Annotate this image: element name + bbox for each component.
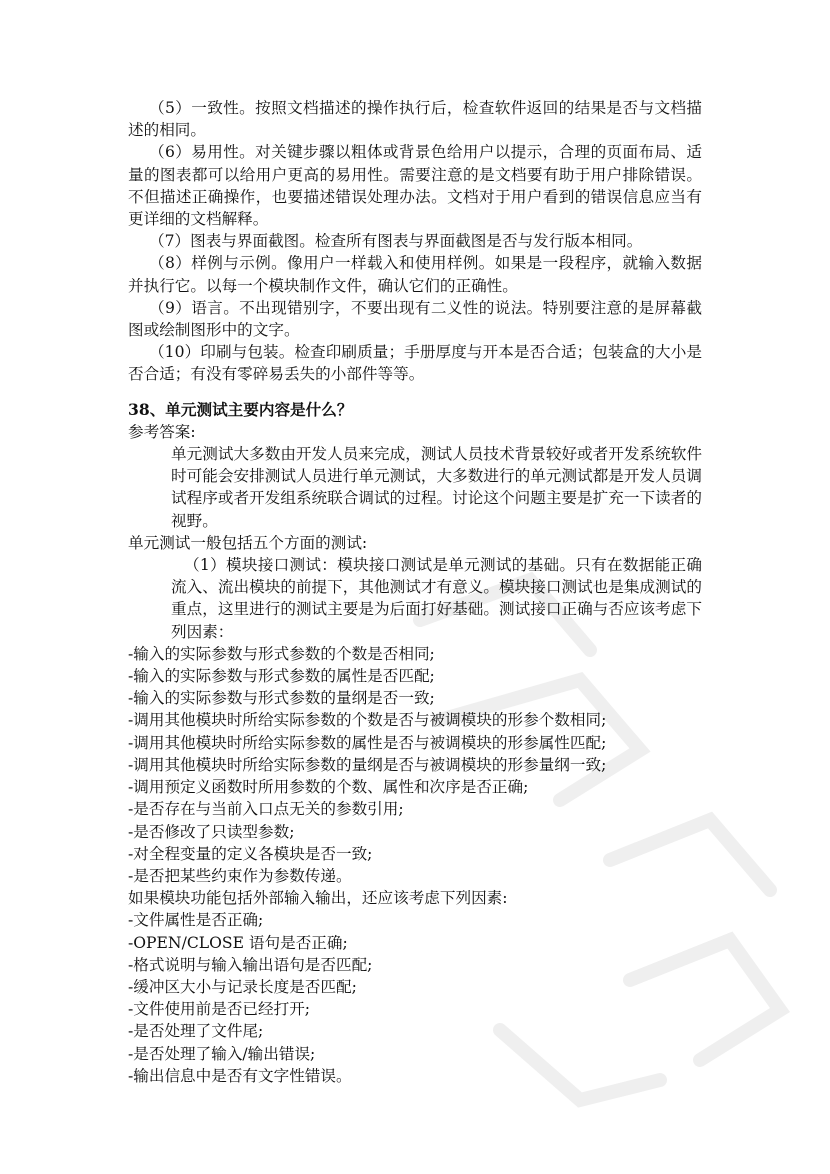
list-item: -调用其他模块时所给实际参数的量纲是否与被调模块的形参量纲一致;	[128, 755, 607, 774]
list-item: -输出信息中是否有文字性错误。	[128, 1066, 352, 1085]
answer-paragraph: 单元测试大多数由开发人员来完成，测试人员技术背景较好或者开发系统软件时可能会安排测试人员进行单元测试，大多数进行的单元测试都是开发人员调试程序或者开发组系统联合调试的过程。讨论这个问题主要是扩充一下读者的视野。	[171, 445, 702, 530]
list-item: -输入的实际参数与形式参数的个数是否相同;	[128, 644, 435, 663]
question-title: 38、单元测试主要内容是什么？	[128, 399, 353, 419]
list-item: -是否把某些约束作为参数传递。	[128, 866, 352, 885]
list-item: -格式说明与输入输出语句是否匹配;	[128, 955, 373, 974]
list-item: -是否存在与当前入口点无关的参数引用;	[128, 800, 404, 819]
document-body	[128, 97, 702, 1087]
io-intro: 如果模块功能包括外部输入输出，还应该考虑下列因素:	[128, 889, 508, 908]
paragraph-language: （9）语言。不出现错别字，不要出现有二义性的说法。特别要注意的是屏幕截图或绘制图形中的文字。	[128, 298, 702, 340]
list-item: -缓冲区大小与记录长度是否匹配;	[128, 977, 357, 996]
list-item: -输入的实际参数与形式参数的量纲是否一致;	[128, 689, 435, 708]
list-item: -输入的实际参数与形式参数的属性是否匹配;	[128, 667, 435, 686]
list-item: -调用其他模块时所给实际参数的个数是否与被调模块的形参个数相同;	[128, 711, 607, 730]
list-item: -是否处理了输入/输出错误;	[128, 1044, 316, 1063]
module-interface-paragraph: （1）模块接口测试：模块接口测试是单元测试的基础。只有在数据能正确流入、流出模块的前提下，其他测试才有意义。模块接口测试也是集成测试的重点，这里进行的测试主要是为后面打好基础。测试接口正确与否应该考虑下列因素：	[171, 556, 702, 641]
list-item: -调用预定义函数时所用参数的个数、属性和次序是否正确;	[128, 778, 529, 797]
paragraph-printing-packaging: （10）印刷与包装。检查印刷质量；手册厚度与开本是否合适；包装盒的大小是否合适；有没有零碎易丢失的小部件等等。	[128, 343, 702, 384]
answer-label: 参考答案:	[128, 422, 196, 441]
five-aspects-intro: 单元测试一般包括五个方面的测试:	[128, 533, 368, 552]
list-item: -文件属性是否正确;	[128, 911, 264, 930]
interface-factor-list	[128, 643, 702, 887]
paragraph-charts-screenshots: （7）图表与界面截图。检查所有图表与界面截图是否与发行版本相同。	[149, 232, 643, 251]
list-item: -调用其他模块时所给实际参数的属性是否与被调模块的形参属性匹配;	[128, 733, 607, 752]
paragraph-usability: （6）易用性。对关键步骤以粗体或背景色给用户以提示，合理的页面布局、适量的图表都可以给用户更高的易用性。需要注意的是文档要有助于用户排除错误。不但描述正确操作，也要描述错误处理办法。文档对于用户看到的错误信息应当有更详细的文档解释。	[128, 143, 702, 229]
list-item: -对全程变量的定义各模块是否一致;	[128, 844, 373, 863]
paragraph-samples-examples: （8）样例与示例。像用户一样载入和使用样例。如果是一段程序，就输入数据并执行它。以每一个模块制作文件，确认它们的正确性。	[128, 254, 702, 295]
list-item: -OPEN/CLOSE 语句是否正确;	[128, 933, 348, 952]
list-item: -文件使用前是否已经打开;	[128, 1000, 311, 1019]
io-factor-list	[128, 909, 702, 1087]
paragraph-consistency: （5）一致性。按照文档描述的操作执行后，检查软件返回的结果是否与文档描述的相同。	[128, 99, 702, 140]
list-item: -是否处理了文件尾;	[128, 1022, 264, 1041]
list-item: -是否修改了只读型参数;	[128, 822, 295, 841]
